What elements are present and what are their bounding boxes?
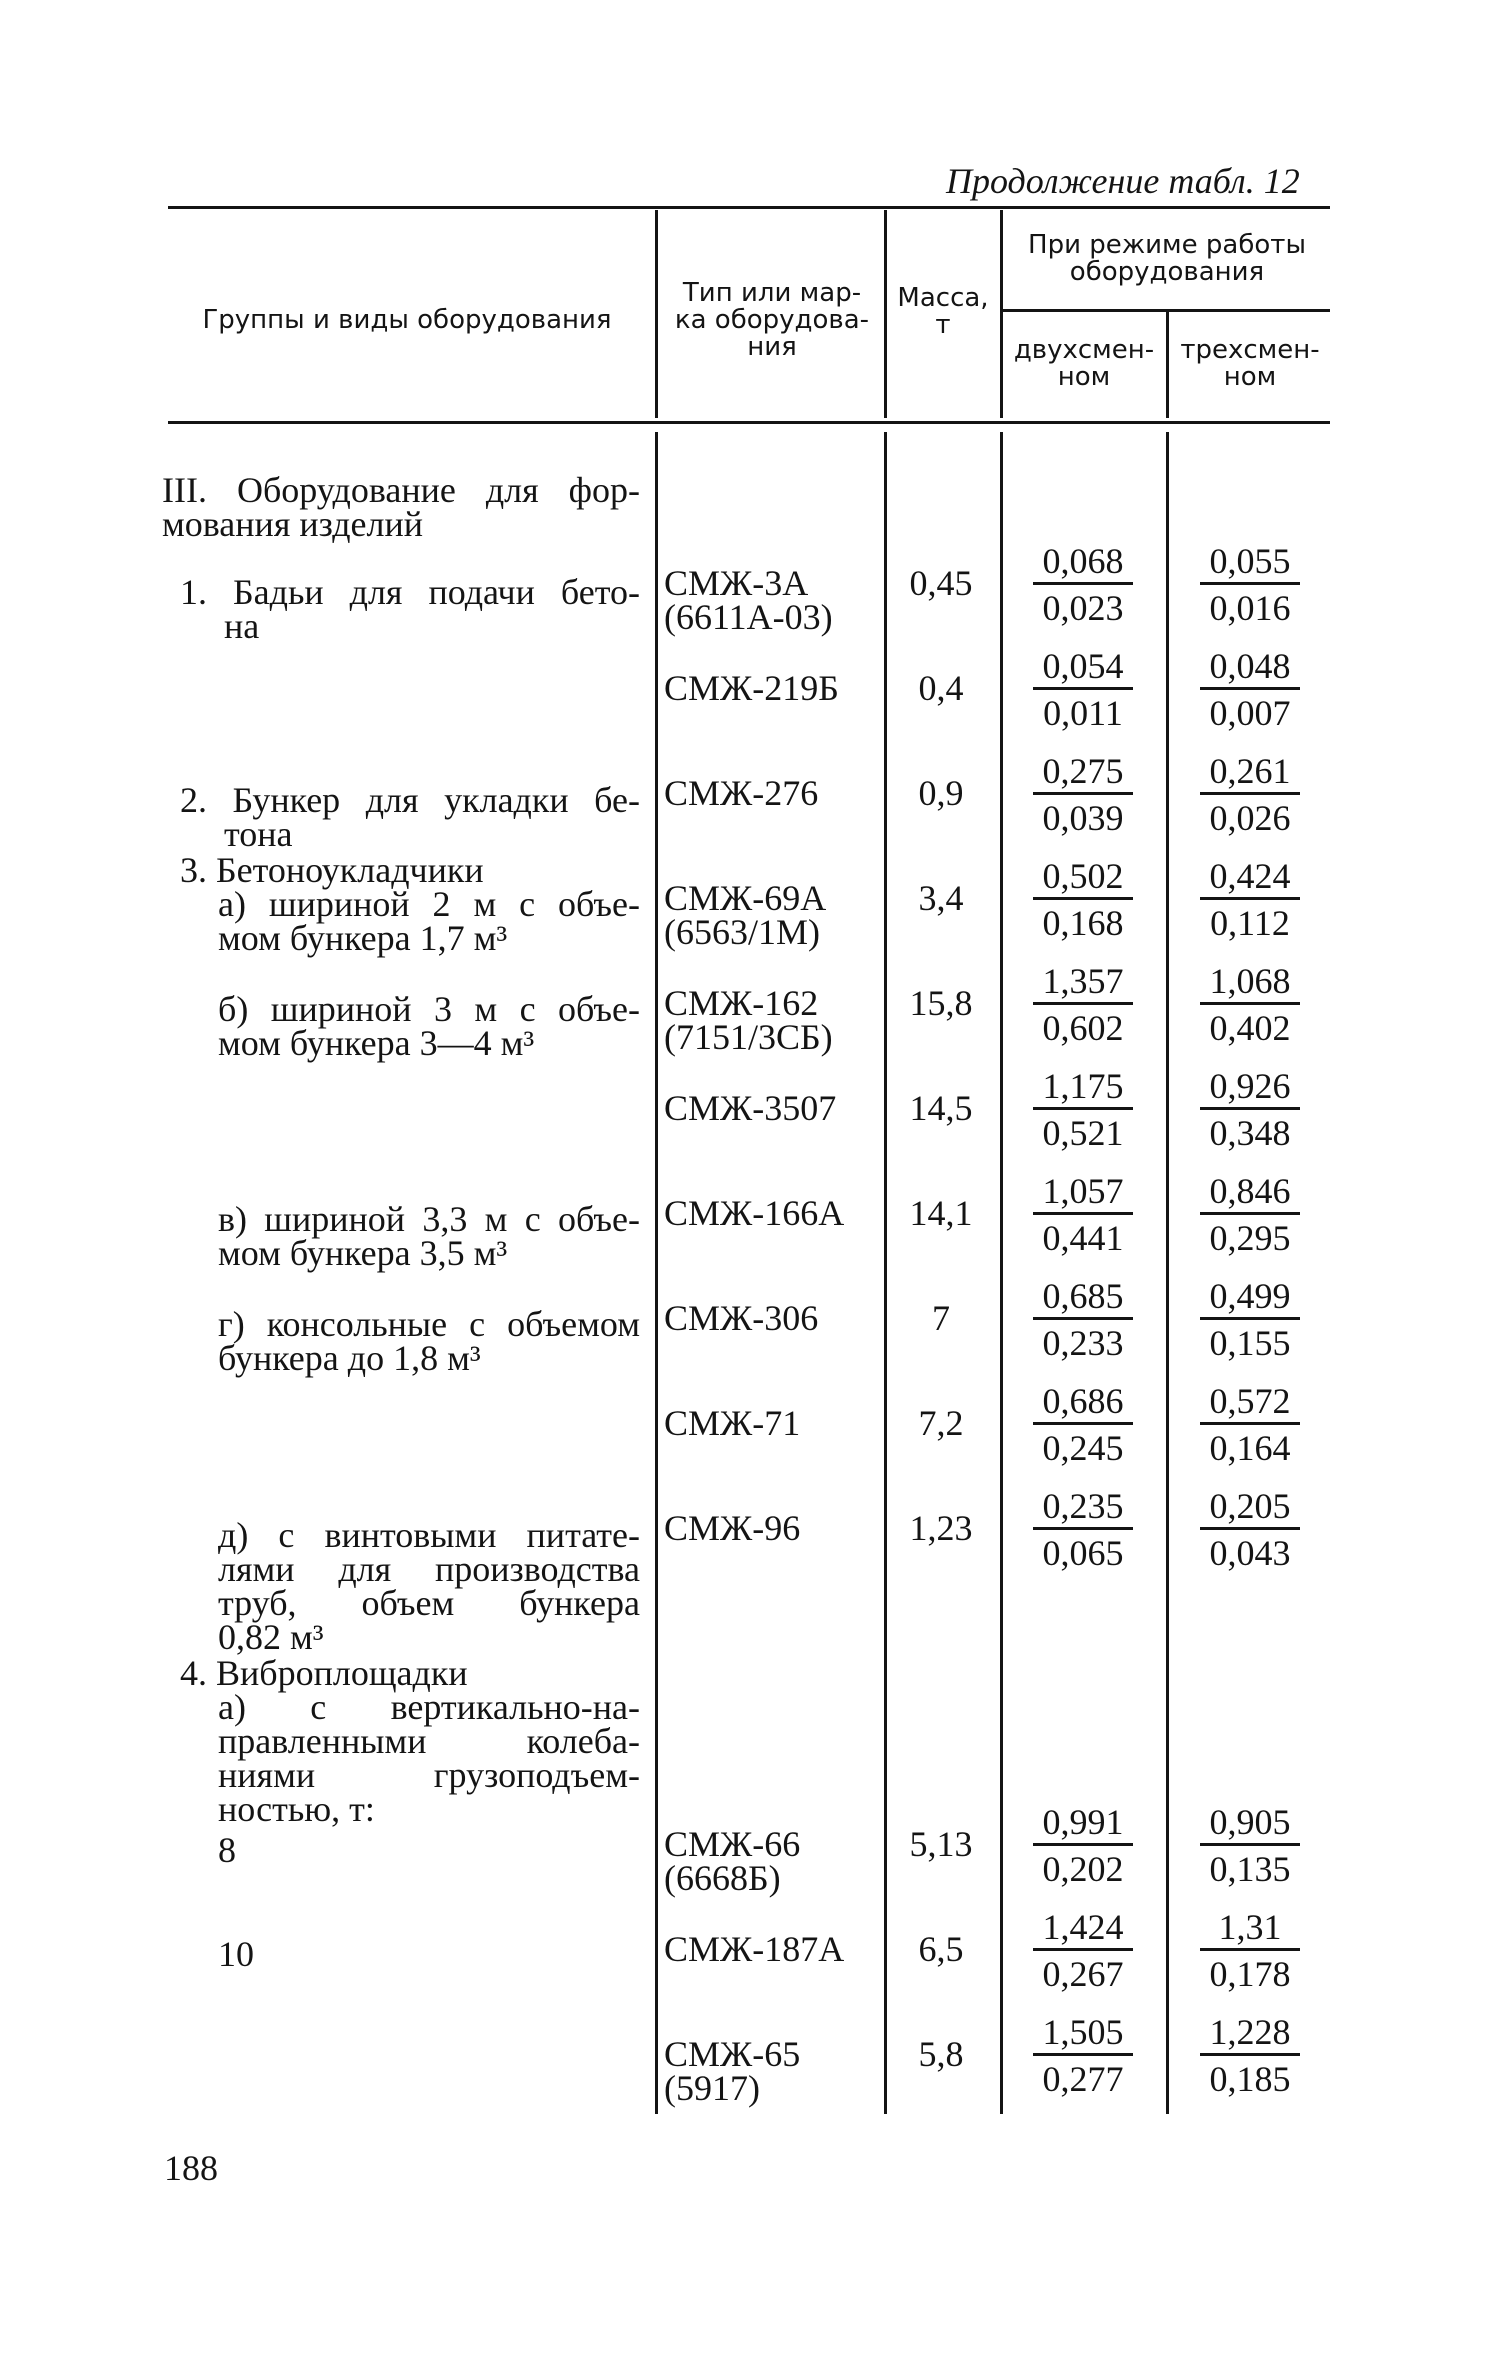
two-shift-numerator: 0,991 <box>1033 1801 1133 1846</box>
three-shift-numerator: 0,905 <box>1200 1801 1300 1846</box>
equipment-mark: СМЖ-187А <box>664 1929 845 1969</box>
equipment-mark: СМЖ-66 <box>664 1824 801 1864</box>
three-shift-fraction <box>1200 1380 1300 1471</box>
group-3d <box>218 1304 640 1378</box>
three-shift-numerator: 0,424 <box>1200 855 1300 900</box>
two-shift-denominator: 0,233 <box>1042 1323 1124 1363</box>
body-vrule-3 <box>1000 432 1003 2114</box>
two-shift-fraction <box>1033 1065 1133 1156</box>
header-vrule-3 <box>1000 210 1003 418</box>
mass-value: 15,8 <box>909 983 973 1023</box>
equipment-mark-alt: (6563/1М) <box>664 912 820 952</box>
group-2 <box>180 780 640 854</box>
header-mode <box>1004 232 1330 286</box>
two-shift-numerator: 0,686 <box>1033 1380 1133 1425</box>
three-shift-fraction <box>1200 1170 1300 1261</box>
group-line: в) шириной 3,3 м с объе- <box>218 1199 640 1239</box>
three-shift-denominator: 0,016 <box>1209 588 1291 628</box>
three-shift-denominator: 0,185 <box>1209 2059 1291 2099</box>
two-shift-numerator: 0,068 <box>1033 540 1133 585</box>
three-shift-fraction <box>1200 645 1300 736</box>
two-shift-fraction <box>1033 750 1133 841</box>
group-line: на <box>224 606 260 646</box>
group-line: ностью, т: <box>218 1789 375 1829</box>
two-shift-fraction <box>1033 960 1133 1051</box>
header-type-line: ния <box>747 332 797 362</box>
group-line: г) консольные с объемом <box>218 1304 640 1344</box>
header-mode-line: оборудования <box>1069 257 1265 287</box>
three-shift-numerator: 0,926 <box>1200 1065 1300 1110</box>
mass-value: 0,4 <box>918 668 964 708</box>
group-1 <box>180 572 640 646</box>
header-type-line: Тип или мар- <box>682 278 862 308</box>
group-3c <box>218 1199 640 1273</box>
group-3b <box>218 989 640 1063</box>
two-shift-fraction <box>1033 645 1133 736</box>
equipment-mark-alt: (5917) <box>664 2068 760 2108</box>
two-shift-fraction <box>1033 2011 1133 2102</box>
three-shift-numerator: 0,846 <box>1200 1170 1300 1215</box>
two-shift-fraction <box>1033 1380 1133 1471</box>
group-line: ниями грузоподъем- <box>218 1755 640 1795</box>
two-shift-denominator: 0,168 <box>1042 903 1124 943</box>
two-shift-numerator: 0,275 <box>1033 750 1133 795</box>
two-shift-numerator: 0,502 <box>1033 855 1133 900</box>
header-groups: Группы и виды оборудования <box>202 305 612 335</box>
group-line: 1. Бадьи для подачи бето- <box>180 572 640 612</box>
two-shift-fraction <box>1033 540 1133 631</box>
two-shift-denominator: 0,602 <box>1042 1008 1124 1048</box>
two-shift-denominator: 0,065 <box>1042 1533 1124 1573</box>
header-type-line: ка оборудова- <box>674 305 870 335</box>
two-shift-denominator: 0,023 <box>1042 588 1124 628</box>
header-mode-line: При режиме работы <box>1028 230 1306 260</box>
three-shift-denominator: 0,164 <box>1209 1428 1291 1468</box>
table-caption: Продолжение табл. 12 <box>946 161 1300 201</box>
two-shift-fraction <box>1033 855 1133 946</box>
three-shift-numerator: 0,572 <box>1200 1380 1300 1425</box>
equipment-mark: СМЖ-166А <box>664 1193 845 1233</box>
two-shift-numerator: 0,054 <box>1033 645 1133 690</box>
two-shift-fraction <box>1033 1801 1133 1892</box>
two-shift-denominator: 0,011 <box>1043 693 1123 733</box>
mass-value: 14,5 <box>909 1088 973 1128</box>
three-shift-numerator: 0,048 <box>1200 645 1300 690</box>
three-shift-numerator: 1,068 <box>1200 960 1300 1005</box>
group-line: лями для производства <box>218 1549 640 1589</box>
equipment-mark: СМЖ-65 <box>664 2034 801 2074</box>
mass-value: 6,5 <box>918 1929 964 1969</box>
three-shift-fraction <box>1200 1801 1300 1892</box>
three-shift-numerator: 0,499 <box>1200 1275 1300 1320</box>
header-mass <box>888 285 998 339</box>
three-shift-fraction <box>1200 1065 1300 1156</box>
equipment-mark: СМЖ-69А <box>664 878 827 918</box>
group-line: 4. Виброплощадки <box>180 1653 468 1693</box>
three-shift-numerator: 1,31 <box>1200 1906 1300 1951</box>
equipment-mark: СМЖ-96 <box>664 1508 801 1548</box>
two-shift-numerator: 1,505 <box>1033 2011 1133 2056</box>
group-line: труб, объем бункера <box>218 1583 640 1623</box>
mass-value: 0,9 <box>918 773 964 813</box>
header-vrule-1 <box>655 210 658 418</box>
group-line: мования изделий <box>162 504 423 544</box>
three-shift-numerator: 0,261 <box>1200 750 1300 795</box>
three-shift-denominator: 0,026 <box>1209 798 1291 838</box>
three-shift-denominator: 0,007 <box>1209 693 1291 733</box>
mass-value: 3,4 <box>918 878 964 918</box>
two-shift-numerator: 1,175 <box>1033 1065 1133 1110</box>
three-shift-numerator: 1,228 <box>1200 2011 1300 2056</box>
group-line: д) с винтовыми питате- <box>218 1515 640 1555</box>
three-shift-fraction <box>1200 2011 1300 2102</box>
page-number: 188 <box>164 2148 218 2188</box>
mass-value: 0,45 <box>909 563 973 603</box>
header-three-line: ном <box>1223 362 1277 392</box>
group-line: III. Оборудование для фор- <box>162 470 640 510</box>
two-shift-numerator: 0,685 <box>1033 1275 1133 1320</box>
group-3 <box>180 850 640 890</box>
header-mass-line: Масса, <box>897 283 989 313</box>
equipment-mark: СМЖ-162 <box>664 983 819 1023</box>
two-shift-fraction <box>1033 1906 1133 1997</box>
two-shift-denominator: 0,245 <box>1042 1428 1124 1468</box>
capacity-8: 8 <box>218 1830 236 1870</box>
group-line: правленными колеба- <box>218 1721 640 1761</box>
group-line: мом бункера 3,5 м³ <box>218 1233 508 1273</box>
three-shift-fraction <box>1200 1906 1300 1997</box>
two-shift-fraction <box>1033 1170 1133 1261</box>
group-line: 2. Бункер для укладки бе- <box>180 780 640 820</box>
mass-value: 5,13 <box>909 1824 973 1864</box>
group-line: 0,82 м³ <box>218 1617 324 1657</box>
group-4 <box>180 1653 640 1693</box>
three-shift-fraction <box>1200 1275 1300 1366</box>
three-shift-denominator: 0,295 <box>1209 1218 1291 1258</box>
two-shift-denominator: 0,202 <box>1042 1849 1124 1889</box>
group-line: мом бункера 3—4 м³ <box>218 1023 535 1063</box>
group-line: а) с вертикально-на- <box>218 1687 640 1727</box>
header-vrule-2 <box>884 210 887 418</box>
group-line: б) шириной 3 м с объе- <box>218 989 640 1029</box>
three-shift-denominator: 0,043 <box>1209 1533 1291 1573</box>
equipment-mark: СМЖ-306 <box>664 1298 819 1338</box>
three-shift-denominator: 0,155 <box>1209 1323 1291 1363</box>
equipment-mark: СМЖ-219Б <box>664 668 839 708</box>
body-vrule-1 <box>655 432 658 2114</box>
header-top-rule <box>168 206 1330 209</box>
capacity-10: 10 <box>218 1934 254 1974</box>
two-shift-denominator: 0,441 <box>1042 1218 1124 1258</box>
three-shift-denominator: 0,178 <box>1209 1954 1291 1994</box>
three-shift-denominator: 0,112 <box>1210 903 1290 943</box>
equipment-mark-alt: (6611А-03) <box>664 597 833 637</box>
group-line: мом бункера 1,7 м³ <box>218 918 508 958</box>
three-shift-fraction <box>1200 1485 1300 1576</box>
group-line: тона <box>224 814 293 854</box>
two-shift-denominator: 0,039 <box>1042 798 1124 838</box>
equipment-mark: СМЖ-3507 <box>664 1088 837 1128</box>
two-shift-denominator: 0,521 <box>1042 1113 1124 1153</box>
mass-value: 7 <box>932 1298 950 1338</box>
equipment-mark: СМЖ-71 <box>664 1403 801 1443</box>
equipment-mark-alt: (6668Б) <box>664 1858 781 1898</box>
three-shift-numerator: 0,055 <box>1200 540 1300 585</box>
group-line: бункера до 1,8 м³ <box>218 1338 481 1378</box>
header-two-line: ном <box>1057 362 1111 392</box>
three-shift-fraction <box>1200 750 1300 841</box>
three-shift-fraction <box>1200 960 1300 1051</box>
group-line: 3. Бетоноукладчики <box>180 850 484 890</box>
mass-value: 1,23 <box>909 1508 973 1548</box>
two-shift-denominator: 0,277 <box>1042 2059 1124 2099</box>
three-shift-fraction <box>1200 855 1300 946</box>
three-shift-fraction <box>1200 540 1300 631</box>
two-shift-denominator: 0,267 <box>1042 1954 1124 1994</box>
three-shift-numerator: 0,205 <box>1200 1485 1300 1530</box>
equipment-mark: СМЖ-276 <box>664 773 819 813</box>
header-three-line: трехсмен- <box>1180 335 1320 365</box>
group-section-iii <box>162 470 640 544</box>
three-shift-denominator: 0,348 <box>1209 1113 1291 1153</box>
two-shift-fraction <box>1033 1485 1133 1576</box>
header-two-line: двухсмен- <box>1013 335 1155 365</box>
group-line: а) шириной 2 м с объе- <box>218 884 640 924</box>
header-type <box>662 280 882 361</box>
equipment-mark: СМЖ-3А <box>664 563 809 603</box>
two-shift-numerator: 1,357 <box>1033 960 1133 1005</box>
two-shift-numerator: 1,424 <box>1033 1906 1133 1951</box>
mass-value: 5,8 <box>918 2034 964 2074</box>
two-shift-numerator: 0,235 <box>1033 1485 1133 1530</box>
mass-value: 7,2 <box>918 1403 964 1443</box>
three-shift-denominator: 0,135 <box>1209 1849 1291 1889</box>
group-3a <box>218 884 640 958</box>
group-3e <box>218 1515 640 1657</box>
mass-value: 14,1 <box>909 1193 973 1233</box>
body-vrule-4 <box>1166 432 1169 2114</box>
header-bottom-rule <box>168 421 1330 424</box>
group-4a <box>218 1687 640 1829</box>
two-shift-numerator: 1,057 <box>1033 1170 1133 1215</box>
three-shift-denominator: 0,402 <box>1209 1008 1291 1048</box>
two-shift-fraction <box>1033 1275 1133 1366</box>
equipment-mark-alt: (7151/3СБ) <box>664 1017 833 1057</box>
header-mass-line: т <box>935 310 951 340</box>
header-two-shift <box>1004 337 1164 391</box>
header-vrule-4 <box>1166 312 1169 418</box>
header-three-shift <box>1170 337 1330 391</box>
